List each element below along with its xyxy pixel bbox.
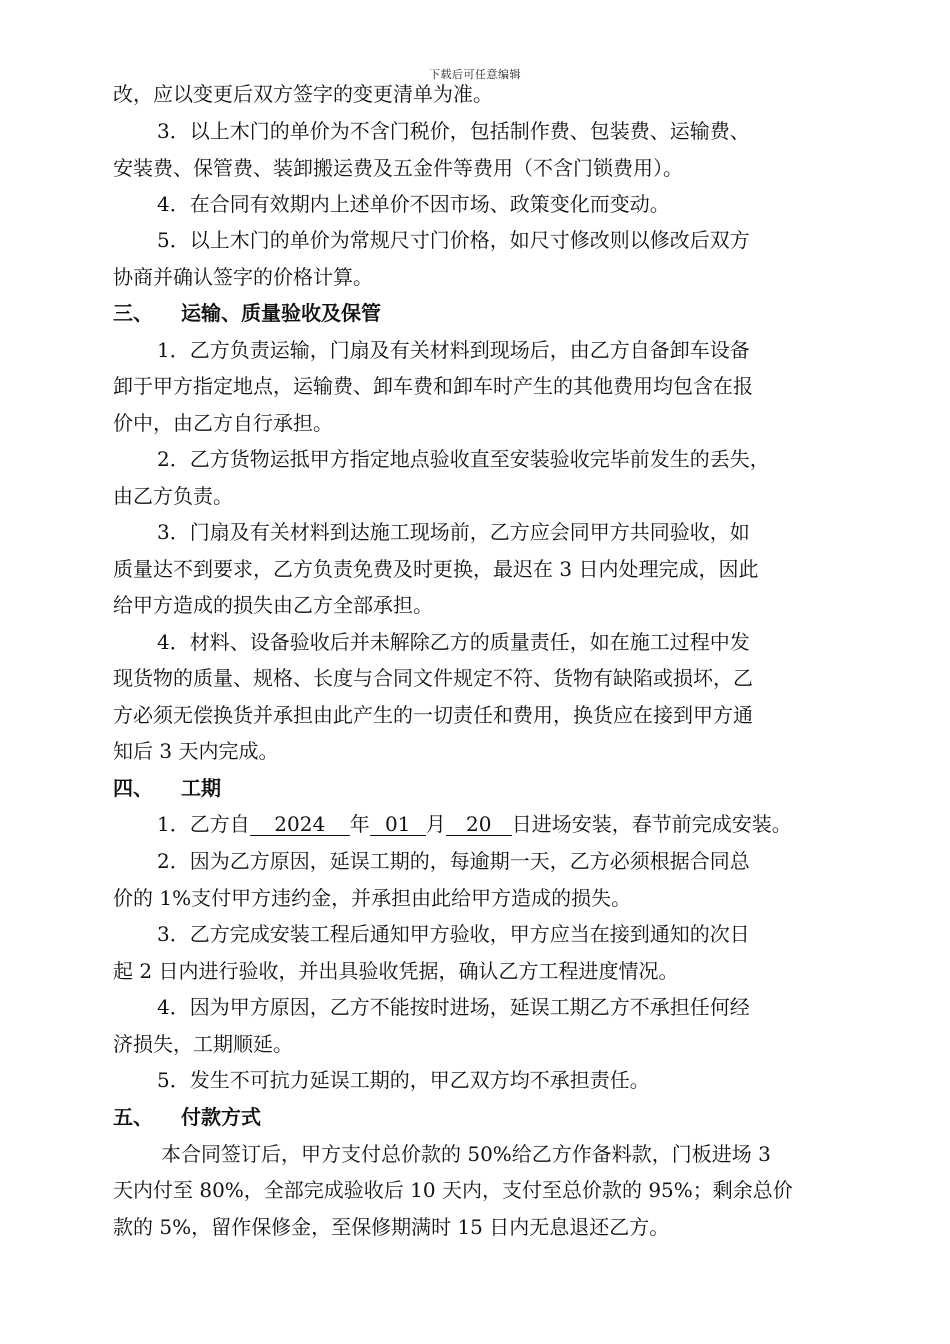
text-line: 4．因为甲方原因，乙方不能按时进场，延误工期乙方不承担任何经 [157, 995, 750, 1019]
section-title: 付款方式 [181, 1105, 261, 1129]
schedule-prefix: 1．乙方自 [157, 812, 250, 836]
text-line: 现货物的质量、规格、长度与合同文件规定不符、货物有缺陷或损坏，乙 [113, 666, 753, 690]
text-line: 起 2 日内进行验收，并出具验收凭据，确认乙方工程进度情况。 [113, 959, 679, 983]
section-number: 五、 [113, 1105, 153, 1129]
text-line: 5．发生不可抗力延误工期的，甲乙双方均不承担责任。 [157, 1068, 650, 1092]
text-line: 知后 3 天内完成。 [113, 739, 279, 763]
schedule-line [157, 814, 792, 836]
text-line: 卸于甲方指定地点，运输费、卸车费和卸车时产生的其他费用均包含在报 [113, 374, 753, 398]
text-line: 济损失，工期顺延。 [113, 1032, 293, 1056]
text-line: 本合同签订后，甲方支付总价款的 50%给乙方作备料款，门板进场 3 [161, 1142, 771, 1166]
section-title: 工期 [181, 776, 221, 800]
year-unit: 年 [349, 812, 370, 836]
text-line: 价的 1%支付甲方违约金，并承担由此给甲方造成的损失。 [113, 886, 632, 910]
start-month-field: 01 [370, 814, 426, 836]
text-line: 3．门扇及有关材料到达施工现场前，乙方应会同甲方共同验收，如 [157, 520, 750, 544]
text-line: 由乙方负责。 [113, 484, 233, 508]
start-year-field: 2024 [250, 814, 350, 836]
month-unit: 月 [425, 812, 446, 836]
text-line: 4．在合同有效期内上述单价不因市场、政策变化而变动。 [157, 192, 670, 216]
text-line: 改，应以变更后双方签字的变更清单为准。 [113, 82, 493, 106]
text-line: 款的 5%，留作保修金，至保修期满时 15 日内无息退还乙方。 [113, 1215, 670, 1239]
text-line: 方必须无偿换货并承担由此产生的一切责任和费用，换货应在接到甲方通 [113, 703, 753, 727]
text-line: 给甲方造成的损失由乙方全部承担。 [113, 593, 433, 617]
text-line: 安装费、保管费、装卸搬运费及五金件等费用（不含门锁费用）。 [113, 156, 683, 180]
text-line: 1．乙方负责运输，门扇及有关材料到现场后，由乙方自备卸车设备 [157, 338, 750, 362]
schedule-suffix: 日进场安装，春节前完成安装。 [511, 812, 792, 836]
watermark-text: 下载后可任意编辑 [429, 68, 521, 81]
text-line: 协商并确认签字的价格计算。 [113, 265, 373, 289]
section-heading-5 [113, 1105, 261, 1129]
text-line: 天内付至 80%，全部完成验收后 10 天内，支付至总价款的 95%；剩余总价 [113, 1178, 793, 1202]
text-line: 3．以上木门的单价为不含门税价，包括制作费、包装费、运输费、 [157, 119, 750, 143]
section-title: 运输、质量验收及保管 [181, 301, 381, 325]
text-line: 3．乙方完成安装工程后通知甲方验收，甲方应当在接到通知的次日 [157, 922, 750, 946]
start-day-field: 20 [446, 814, 512, 836]
section-number: 四、 [113, 776, 153, 800]
text-line: 4．材料、设备验收后并未解除乙方的质量责任，如在施工过程中发 [157, 630, 750, 654]
text-line: 5．以上木门的单价为常规尺寸门价格，如尺寸修改则以修改后双方 [157, 228, 750, 252]
section-heading-3 [113, 301, 381, 325]
text-line: 2．因为乙方原因，延误工期的，每逾期一天，乙方必须根据合同总 [157, 849, 750, 873]
section-heading-4 [113, 776, 221, 800]
text-line: 价中，由乙方自行承担。 [113, 411, 333, 435]
section-number: 三、 [113, 301, 153, 325]
text-line: 2．乙方货物运抵甲方指定地点验收直至安装验收完毕前发生的丢失， [157, 447, 770, 471]
text-line: 质量达不到要求，乙方负责免费及时更换，最迟在 3 日内处理完成，因此 [113, 557, 759, 581]
